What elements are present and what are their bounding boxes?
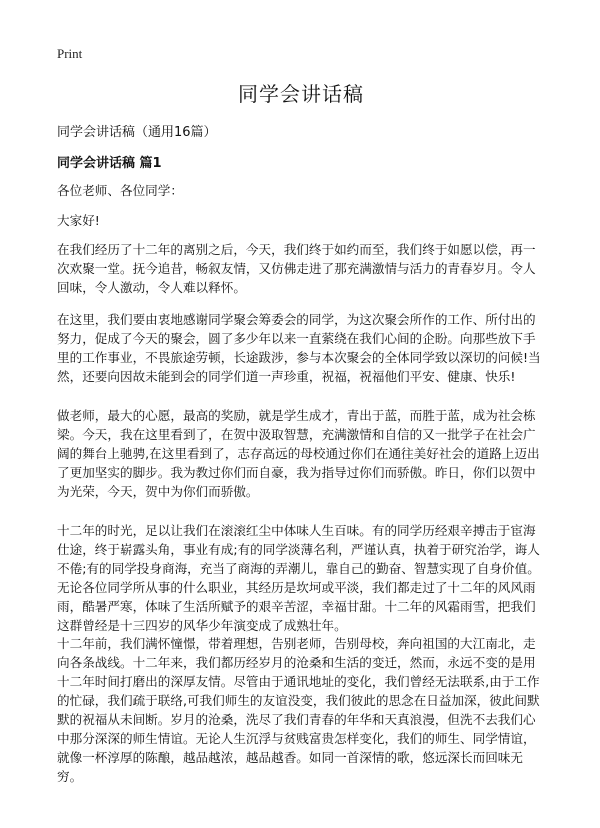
- document-subtitle: 同学会讲话稿（通用16篇）: [57, 125, 217, 140]
- hello-line: 大家好!: [57, 213, 100, 228]
- paragraph-4: 十二年的时光，足以让我们在滚滚红尘中体味人生百味。有的同学历经艰辛搏击于宦海仕途，终于崭露头角，事业有成;有的同学淡薄名利，严谨认真，执着于研究治学，诲人不倦;有的同学投身商海，充当了商海的弄潮儿，靠自己的勤奋、智慧实现了自身价值。无论各位同学所从事的什么职业，其经历是坎坷或平淡，我们都走过了十二年的风风雨雨，酷暑严寒，体味了生活所赋予的艰辛苦涩，幸福甘甜。十二年的风霜雨雪，把我们这群曾经是十三四岁的风华少年演变成了成熟壮年。: [57, 523, 540, 633]
- document-title: 同学会讲话稿: [238, 82, 364, 106]
- paragraph-2: 在这里，我们要由衷地感谢同学聚会筹委会的同学，为这次聚会所作的工作、所付出的努力，促成了今天的聚会，圆了多少年以来一直萦绕在我们心间的企盼。向那些放下手里的工作事业，不畏旅途劳顿，长途跋涉，参与本次聚会的全体同学致以深切的问候!当然，还要向因故未能到会的同学们道一声珍重，祝福，祝福他们平安、健康、快乐!: [57, 312, 541, 384]
- greeting-line: 各位老师、各位同学：: [57, 183, 183, 198]
- paragraph-3: 做老师，最大的心愿，最高的奖励，就是学生成才，青出于蓝，而胜于蓝，成为社会栋梁。今天，我在这里看到了，在贺中汲取智慧，充满激情和自信的又一批学子在社会广阔的舞台上驰骋,在这里看到了，志存高远的母校通过你们在通往美好社会的道路上迈出了更加坚实的脚步。我为教过你们而自豪，我为指导过你们而骄傲。昨日，你们以贺中为光荣，今天，贺中为你们而骄傲。: [57, 408, 540, 499]
- paragraph-5: 十二年前，我们满怀憧憬，带着理想，告别老师，告别母校，奔向祖国的大江南北，走向各条战线。十二年来，我们都历经岁月的沧桑和生活的变迁，然而，永远不变的是用十二年时间打磨出的深厚友情。尽管由于通讯地址的变化，我们曾经无法联系,由于工作的忙碌，我们疏于联络,可我们师生的友谊没变，我们彼此的思念在日益加深，彼此间默默的祝福从未间断。岁月的沧桑，洗尽了我们青春的年华和天真浪漫，但洗不去我们心中那分深深的师生情谊。无论人生沉浮与贫贱富贵怎样变化，我们的师生、同学情谊，就像一杯淳厚的陈酿，越品越浓，越品越香。如同一首深情的歌，悠远深长而回味无穷。: [57, 636, 540, 784]
- print-link[interactable]: Print: [57, 46, 83, 61]
- paragraph-1: 在我们经历了十二年的离别之后，今天，我们终于如约而至，我们终于如愿以偿，再一次欢聚一堂。抚今追昔，畅叙友情，又仿佛走进了那充满激情与活力的青春岁月。令人回味，令人激动，令人难以释怀。: [57, 242, 536, 295]
- section-heading: 同学会讲话稿 篇1: [57, 156, 162, 171]
